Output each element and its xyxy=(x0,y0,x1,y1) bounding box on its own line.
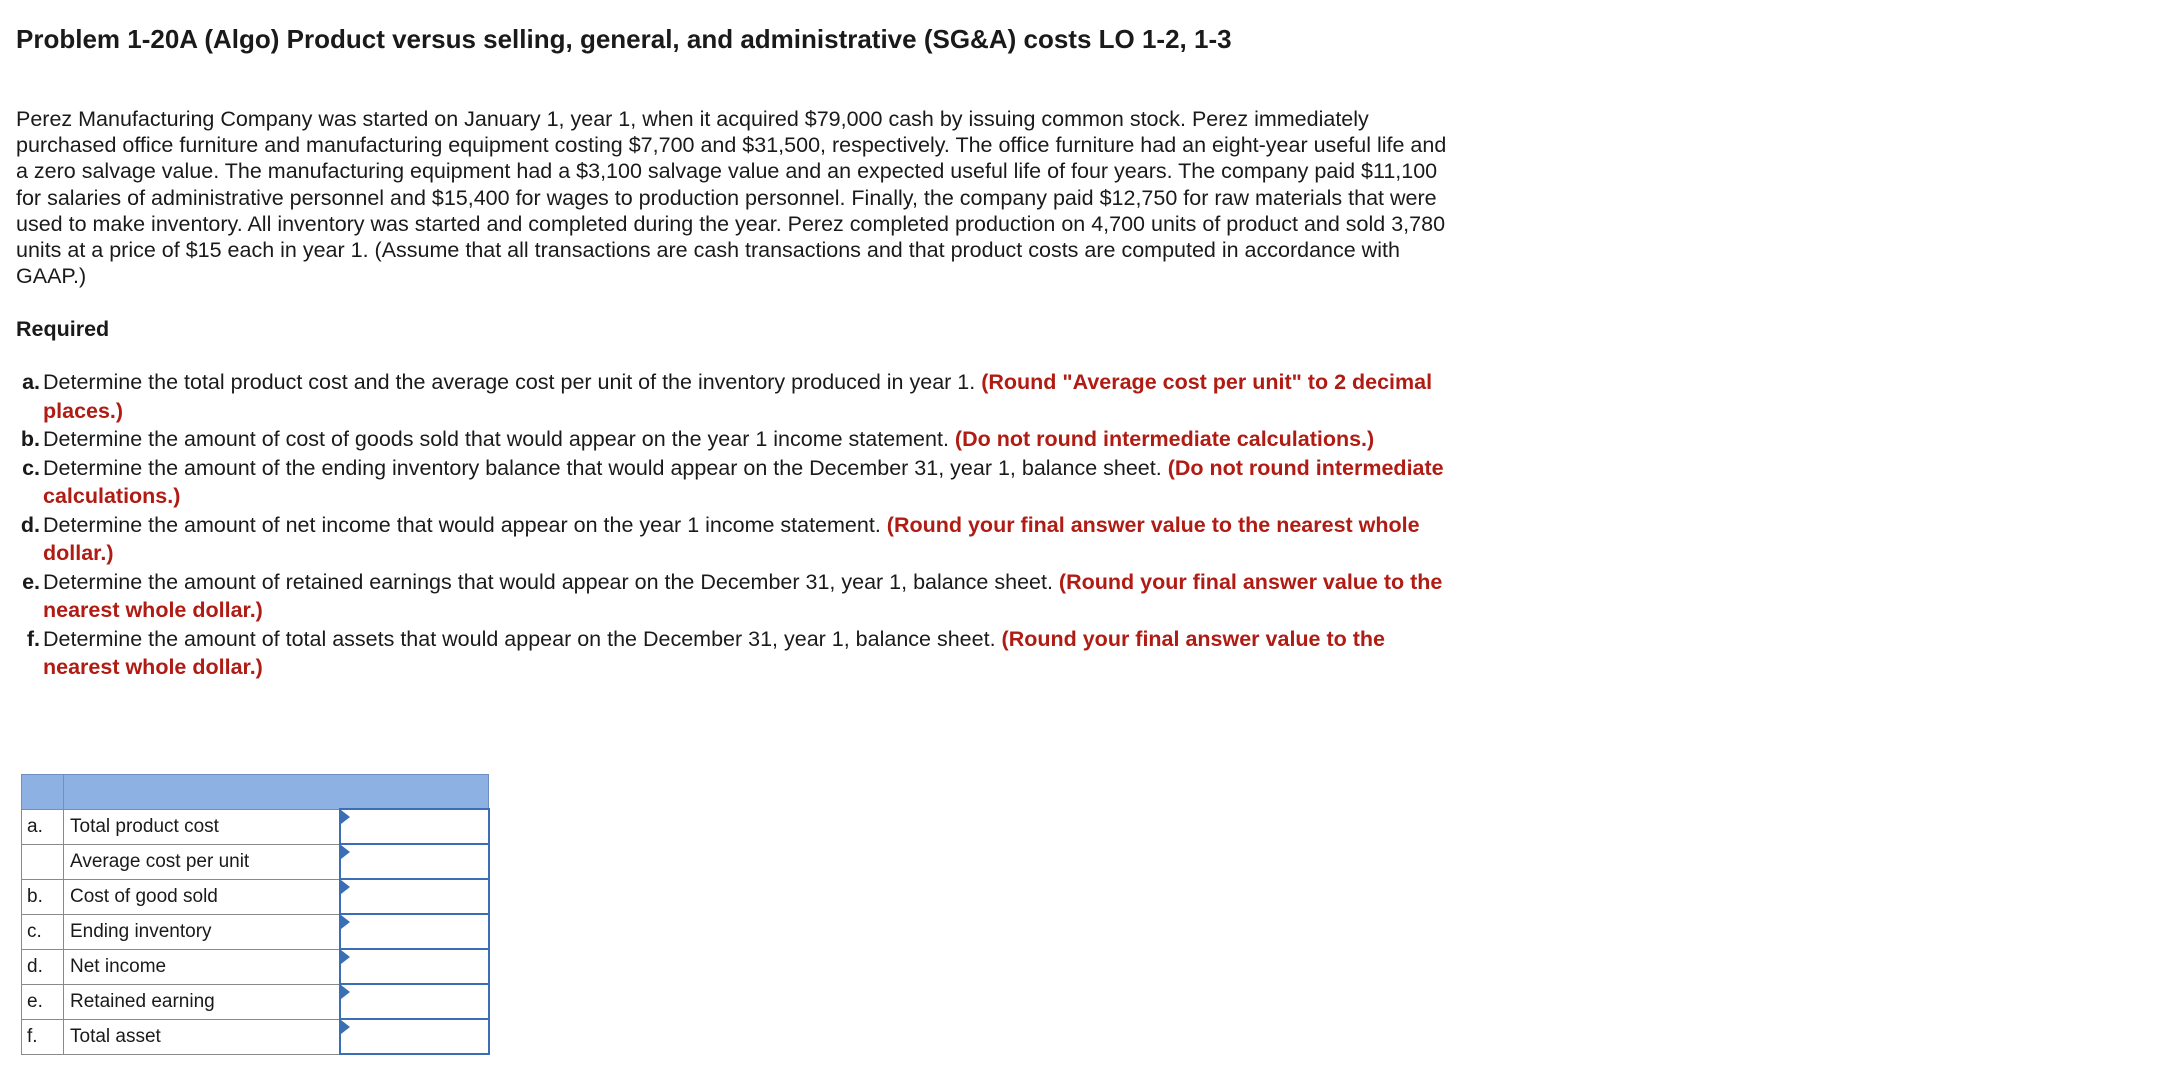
requirement-note: (Round "Average cost per unit" to 2 decimal places.) xyxy=(43,370,1433,423)
requirement-letter: d. xyxy=(20,512,40,537)
retained-earnings-input[interactable] xyxy=(341,987,488,1016)
requirement-text: Determine the total product cost and the average cost per unit of the inventory produced in year 1. xyxy=(43,370,976,394)
input-flag-icon xyxy=(341,950,350,964)
requirement-f xyxy=(16,625,1466,682)
answer-cell xyxy=(340,879,489,914)
answer-cell xyxy=(340,809,489,844)
requirement-letter: b. xyxy=(20,427,40,451)
requirement-note: (Round your final answer value to the nearest whole dollar.) xyxy=(43,569,1443,622)
table-row xyxy=(22,984,489,1019)
requirements-list xyxy=(16,368,1466,682)
row-letter: a. xyxy=(22,809,64,844)
row-letter: b. xyxy=(22,879,64,914)
ending-inventory-input[interactable] xyxy=(341,917,488,946)
input-flag-icon xyxy=(341,985,350,999)
table-header-cell xyxy=(64,775,489,810)
table-row xyxy=(22,1019,489,1054)
net-income-input[interactable] xyxy=(341,952,488,981)
table-header-row xyxy=(22,775,489,810)
input-flag-icon xyxy=(341,810,350,824)
row-label: Retained earning xyxy=(64,984,340,1019)
row-letter: d. xyxy=(22,949,64,984)
requirement-note: (Round your final answer value to the nearest whole dollar.) xyxy=(43,626,1385,679)
table-header-cell xyxy=(22,775,64,810)
requirement-text: Determine the amount of retained earnings that would appear on the December 31, year 1, balance sheet. xyxy=(43,569,1053,594)
requirement-note: (Do not round intermediate calculations.) xyxy=(43,455,1444,508)
requirement-text: Determine the amount of cost of goods sold that would appear on the year 1 income statement. xyxy=(43,427,949,451)
row-label: Average cost per unit xyxy=(64,844,340,879)
answer-cell xyxy=(340,984,489,1019)
requirement-letter: a. xyxy=(22,370,40,394)
input-flag-icon xyxy=(341,845,350,859)
problem-title: Problem 1-20A (Algo) Product versus selling, general, and administrative (SG&A) costs LO 1-2, 1-3 xyxy=(16,24,1232,54)
answer-cell xyxy=(340,844,489,879)
requirement-text: Determine the amount of total assets that would appear on the December 31, year 1, balance sheet. xyxy=(43,626,996,651)
table-row xyxy=(22,949,489,984)
average-cost-per-unit-input[interactable] xyxy=(341,847,488,876)
input-flag-icon xyxy=(341,880,350,894)
row-letter: e. xyxy=(22,984,64,1019)
input-flag-icon xyxy=(341,1020,350,1034)
answer-cell xyxy=(340,949,489,984)
requirement-letter: c. xyxy=(22,455,40,480)
row-letter xyxy=(22,844,64,879)
required-heading: Required xyxy=(16,317,110,341)
total-assets-input[interactable] xyxy=(341,1022,488,1051)
answer-cell xyxy=(340,1019,489,1054)
answer-table xyxy=(21,774,490,1055)
row-label: Total product cost xyxy=(64,809,340,844)
requirement-e xyxy=(16,568,1466,625)
table-row xyxy=(22,879,489,914)
row-label: Ending inventory xyxy=(64,914,340,949)
row-letter: f. xyxy=(22,1019,64,1054)
requirement-letter: f. xyxy=(26,626,40,651)
table-row xyxy=(22,809,489,844)
answer-cell xyxy=(340,914,489,949)
row-label: Cost of good sold xyxy=(64,879,340,914)
problem-description: Perez Manufacturing Company was started on January 1, year 1, when it acquired $79,000 cash by issuing common stock. Perez immediately purchased office furniture and manufacturing equipment costing $7,700 and $31,500, respectively. The office furniture had an eight-year useful life and a zero salvage value. The manufacturing equipment had a $3,100 salvage value and an expected useful life of four years. The company paid $11,100 for salaries of administrative personnel and $15,400 for wages to production personnel. Finally, the company paid $12,750 for raw materials that were used to make inventory. All inventory was started and completed during the year. Perez completed production on 4,700 units of product and sold 3,780 units at a price of $15 each in year 1. (Assume that all transactions are cash transactions and that product costs are computed in accordance with GAAP.) xyxy=(16,107,1447,289)
row-label: Total asset xyxy=(64,1019,340,1054)
requirement-d xyxy=(16,511,1466,568)
input-flag-icon xyxy=(341,915,350,929)
requirement-letter: e. xyxy=(22,569,40,594)
requirement-c xyxy=(16,454,1466,511)
table-row xyxy=(22,914,489,949)
row-label: Net income xyxy=(64,949,340,984)
total-product-cost-input[interactable] xyxy=(341,812,488,841)
requirement-a xyxy=(16,368,1466,425)
table-row xyxy=(22,844,489,879)
requirement-note: (Do not round intermediate calculations.) xyxy=(954,427,1375,451)
row-letter: c. xyxy=(22,914,64,949)
requirement-text: Determine the amount of the ending inventory balance that would appear on the December 31, year 1, balance sheet. xyxy=(43,455,1162,480)
cost-of-goods-sold-input[interactable] xyxy=(341,882,488,911)
requirement-text: Determine the amount of net income that would appear on the year 1 income statement. xyxy=(43,512,881,537)
requirement-b xyxy=(16,425,1466,454)
requirement-note: (Round your final answer value to the nearest whole dollar.) xyxy=(43,512,1420,565)
